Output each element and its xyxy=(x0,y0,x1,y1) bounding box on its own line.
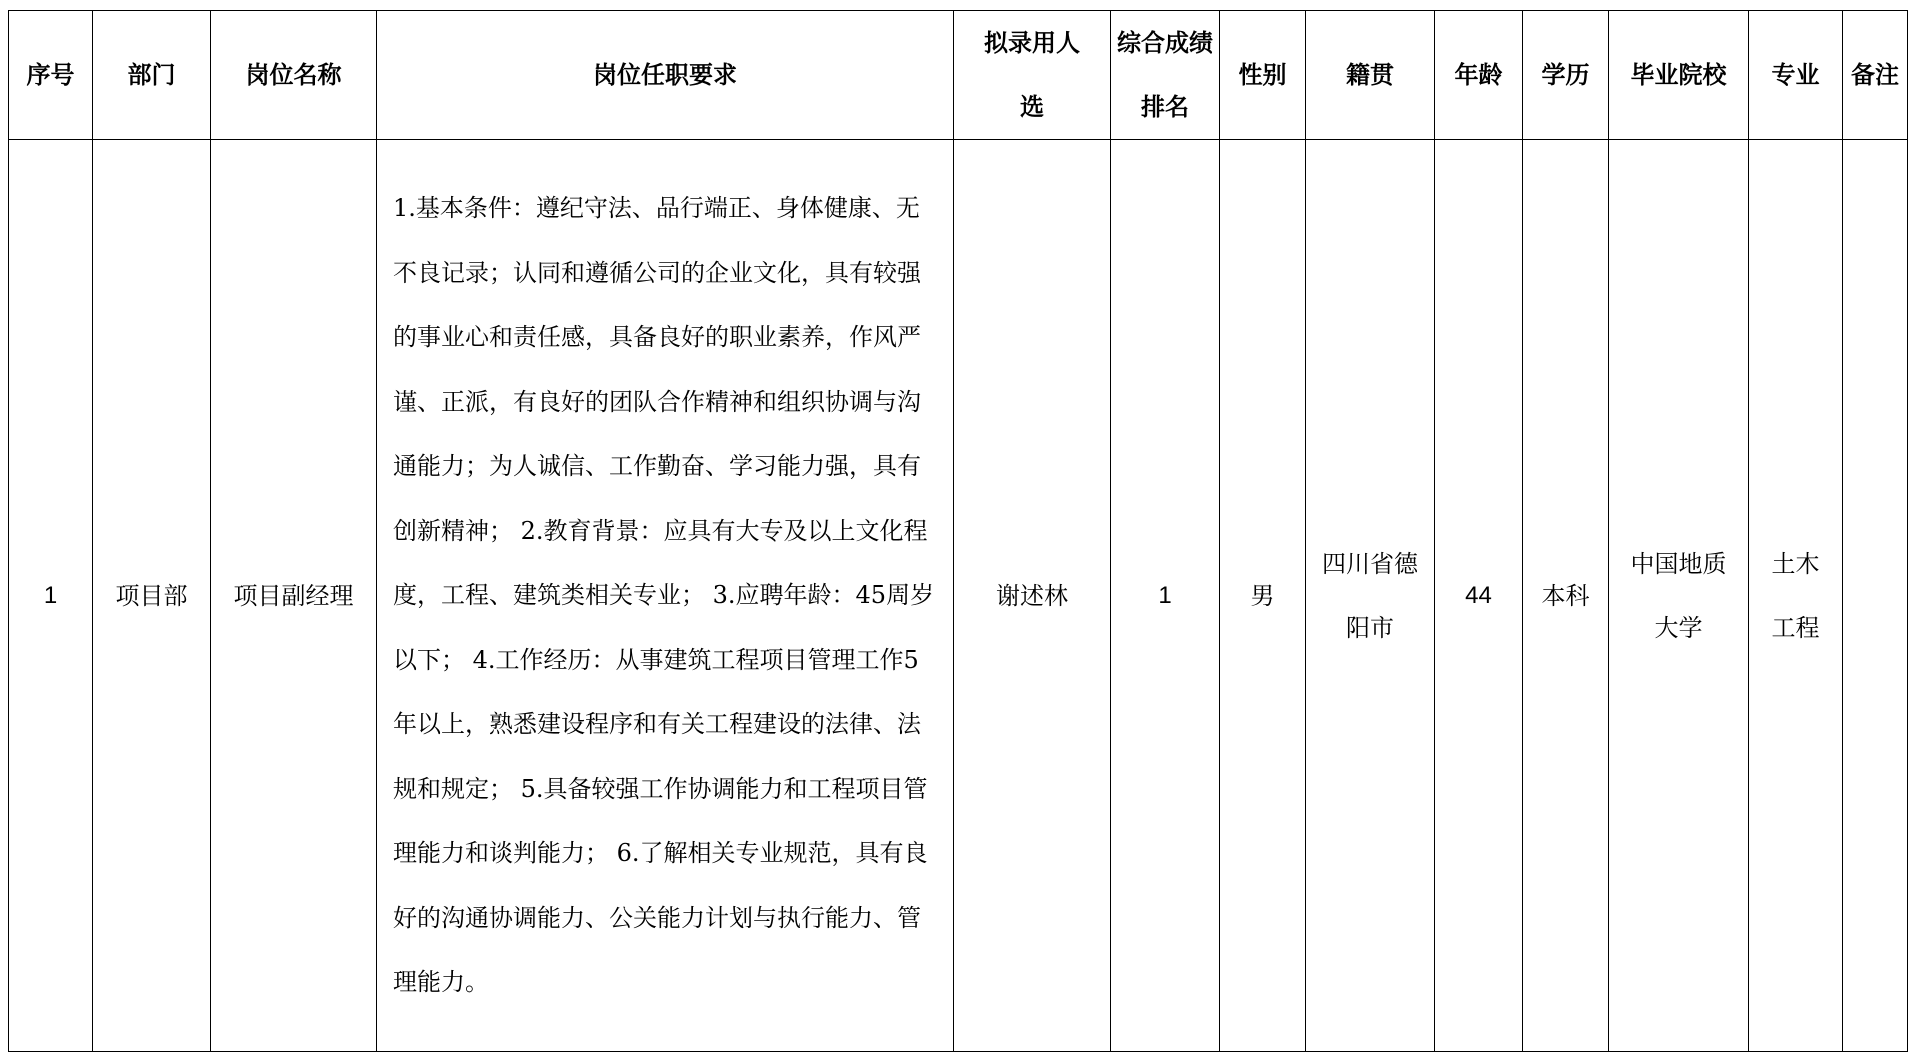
header-remark: 备注 xyxy=(1843,11,1908,140)
header-seq: 序号 xyxy=(9,11,93,140)
header-age: 年龄 xyxy=(1435,11,1523,140)
cell-remark xyxy=(1843,140,1908,1052)
cell-requirements: 1.基本条件：遵纪守法、品行端正、身体健康、无不良记录；认同和遵循公司的企业文化，具有较强的事业心和责任感，具备良好的职业素养，作风严谨、正派，有良好的团队合作精神和组织协调与沟通能力；为人诚信、工作勤奋、学习能力强，具有创新精神； 2.教育背景：应具有大专及以上文化程度，工程、建筑类相关专业； 3.应聘年龄：45周岁以下； 4.工作经历：从事建筑工程项目管理工作5年以上，熟悉建设程序和有关工程建设的法律、法规和规定； 5.具备较强工作协调能力和工程项目管理能力和谈判能力； 6.了解相关专业规范，具有良好的沟通协调能力、公关能力计划与执行能力、管理能力。 xyxy=(377,140,954,1052)
cell-education: 本科 xyxy=(1523,140,1609,1052)
header-position: 岗位名称 xyxy=(211,11,377,140)
recruitment-table xyxy=(8,10,1908,1052)
cell-school-text: 中国地质大学 xyxy=(1630,549,1727,642)
header-row xyxy=(9,11,1908,140)
table-row xyxy=(9,140,1908,1052)
cell-candidate: 谢述林 xyxy=(954,140,1111,1052)
cell-hometown-text: 四川省德阳市 xyxy=(1322,549,1418,642)
header-major: 专业 xyxy=(1749,11,1843,140)
cell-dept: 项目部 xyxy=(93,140,211,1052)
cell-hometown xyxy=(1306,140,1435,1052)
cell-major xyxy=(1749,140,1843,1052)
cell-rank: 1 xyxy=(1111,140,1220,1052)
header-education: 学历 xyxy=(1523,11,1609,140)
header-candidate-label: 拟录用人选 xyxy=(984,28,1080,121)
header-school: 毕业院校 xyxy=(1609,11,1749,140)
header-candidate xyxy=(954,11,1111,140)
cell-major-text: 土木工程 xyxy=(1771,549,1820,642)
header-rank-label: 综合成绩排名 xyxy=(1117,28,1213,121)
cell-school xyxy=(1609,140,1749,1052)
header-hometown: 籍贯 xyxy=(1306,11,1435,140)
header-rank xyxy=(1111,11,1220,140)
header-gender: 性别 xyxy=(1220,11,1306,140)
header-dept: 部门 xyxy=(93,11,211,140)
cell-age: 44 xyxy=(1435,140,1523,1052)
cell-position: 项目副经理 xyxy=(211,140,377,1052)
cell-gender: 男 xyxy=(1220,140,1306,1052)
cell-seq: 1 xyxy=(9,140,93,1052)
header-requirements: 岗位任职要求 xyxy=(377,11,954,140)
